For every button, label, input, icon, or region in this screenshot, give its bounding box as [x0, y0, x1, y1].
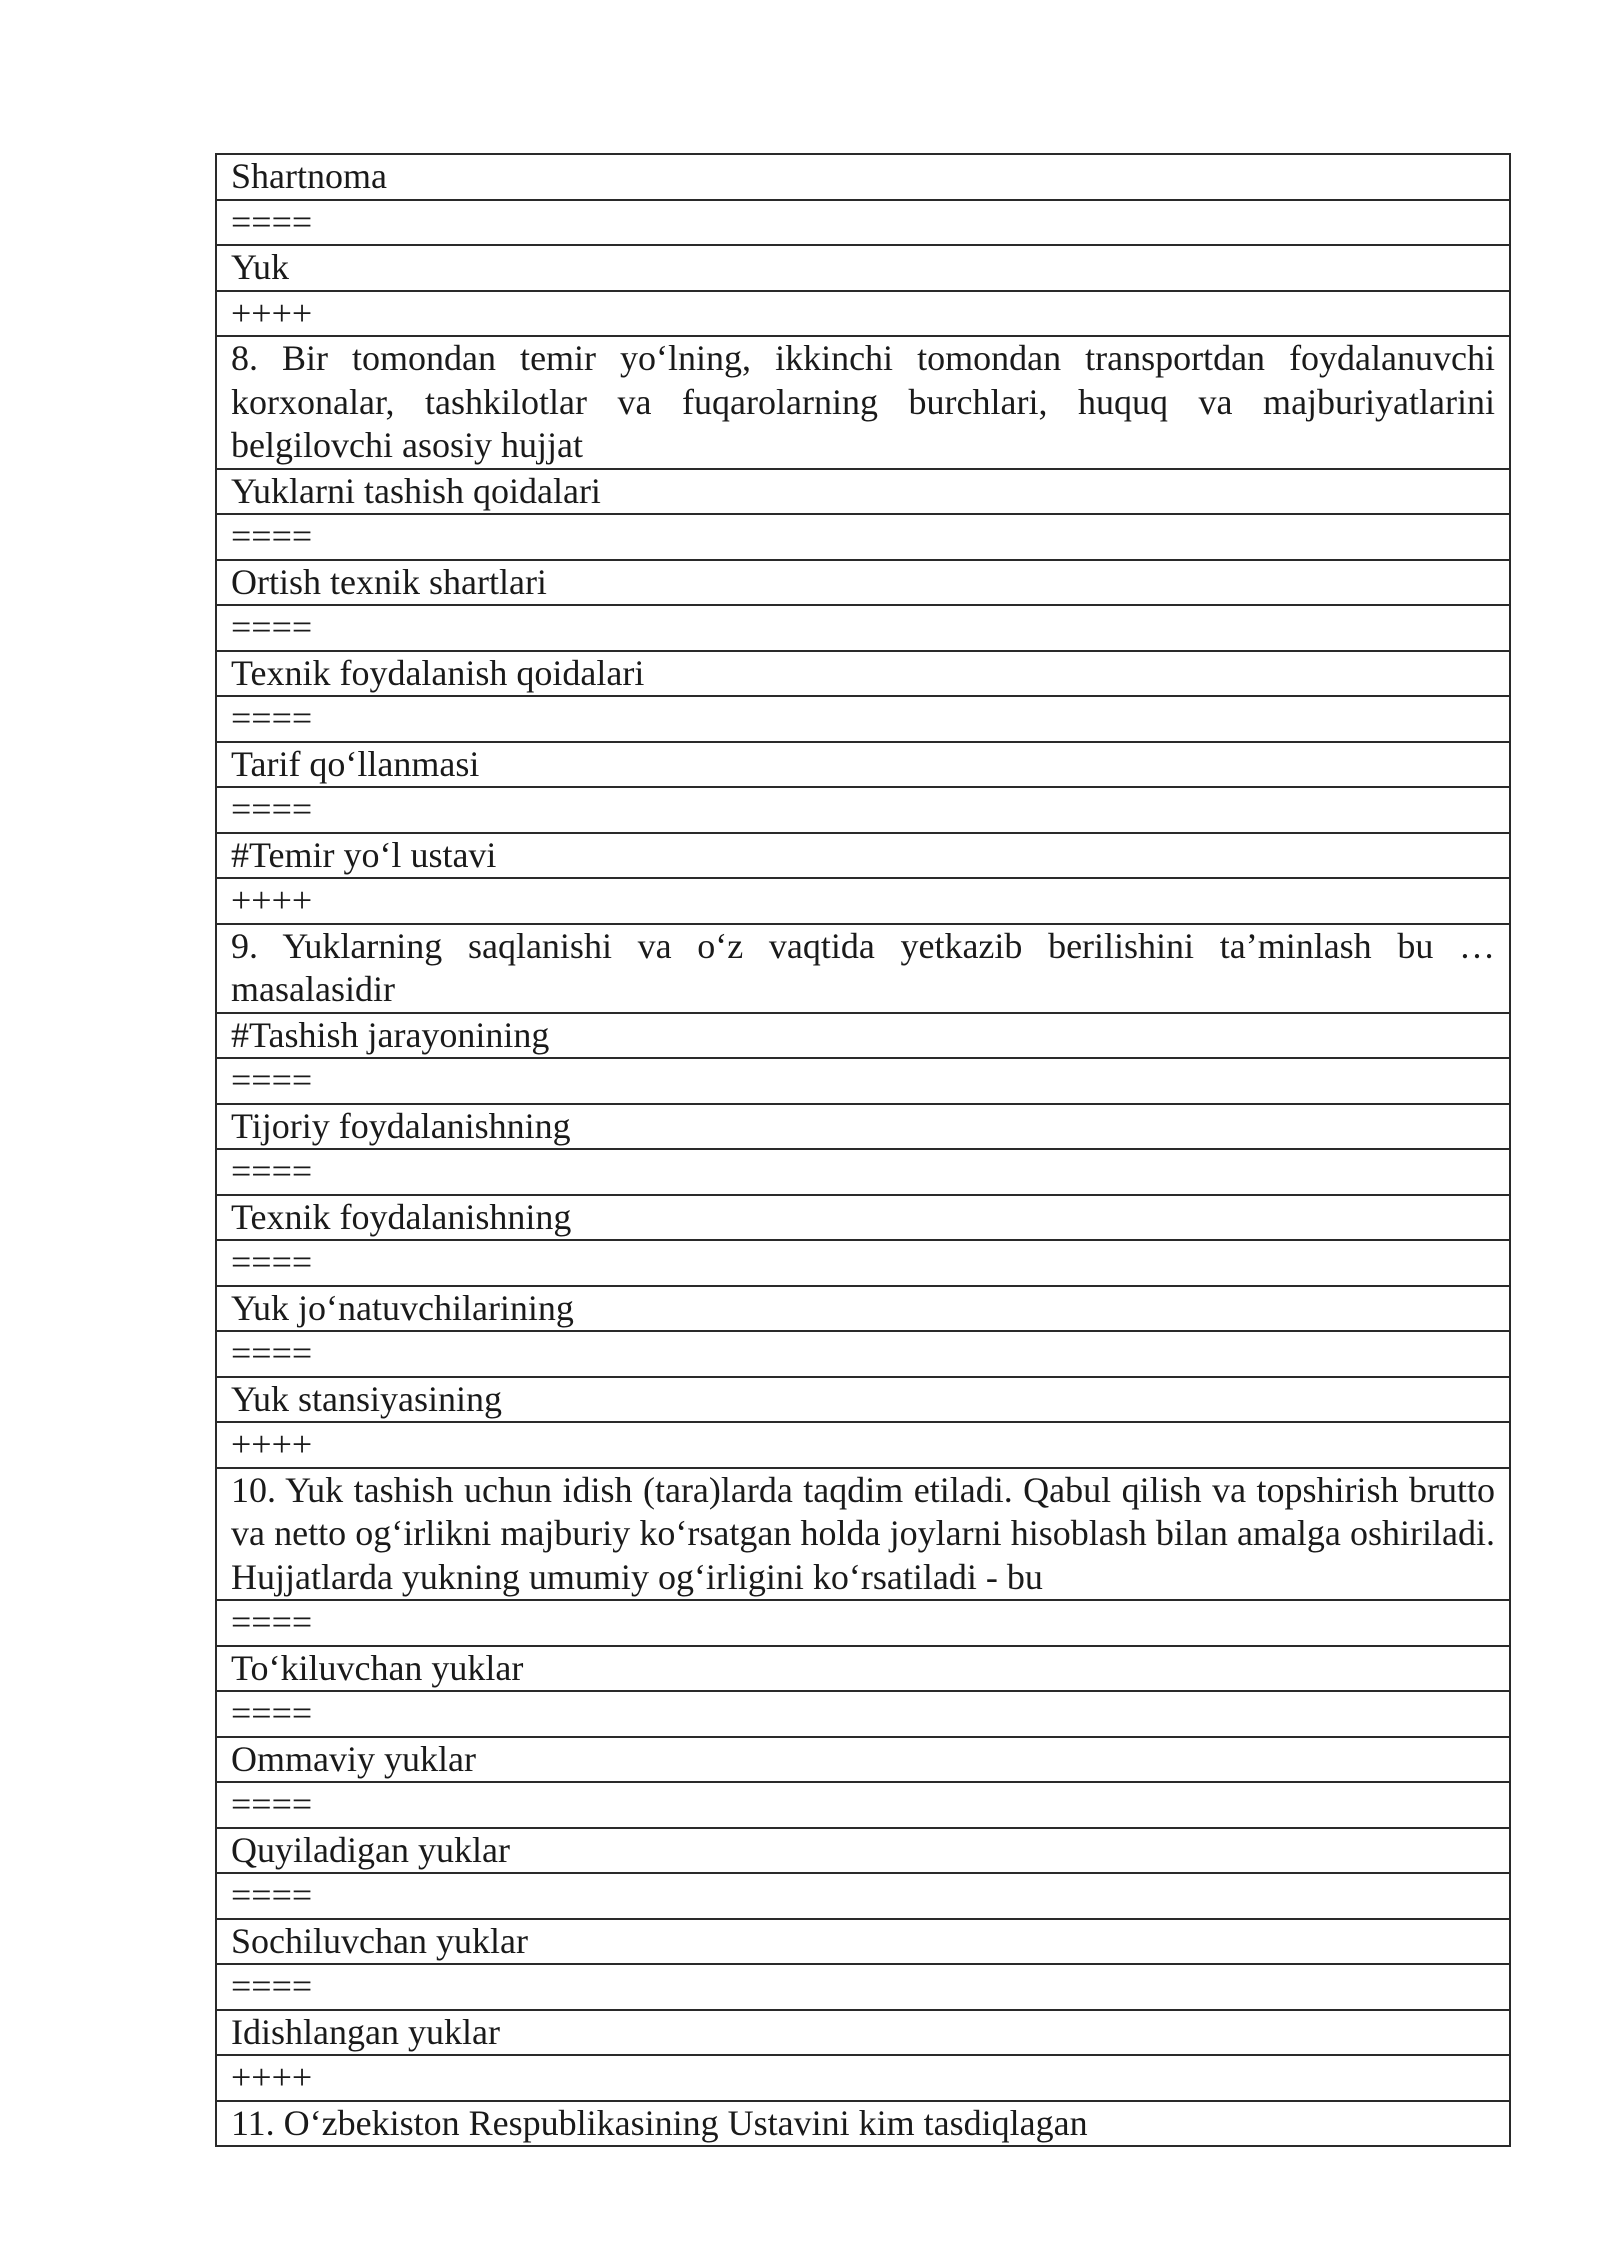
- answer-text: Yuklarni tashish qoidalari: [216, 469, 1510, 515]
- separator-row: [216, 2055, 1510, 2101]
- answer-text: #Temir yo‘l ustavi: [216, 833, 1510, 879]
- answer-row: [216, 833, 1510, 879]
- separator-row: [216, 1964, 1510, 2010]
- answer-text: Shartnoma: [216, 154, 1510, 200]
- answer-text: Yuk: [216, 245, 1510, 291]
- answer-text: Yuk jo‘natuvchilarining: [216, 1286, 1510, 1332]
- quiz-table-body: [216, 154, 1510, 2146]
- quiz-table: [215, 153, 1511, 2147]
- answer-row: [216, 1104, 1510, 1150]
- answer-text: To‘kiluvchan yuklar: [216, 1646, 1510, 1692]
- separator-row: [216, 1331, 1510, 1377]
- separator-row: [216, 1149, 1510, 1195]
- separator-row: [216, 605, 1510, 651]
- separator-text: ====: [216, 200, 1510, 246]
- question-text: 8. Bir tomondan temir yo‘lning, ikkinchi tomondan transportdan foydalanuvchi korxonalar, tashkilotlar va fuqarolarning burchlari, huquq va majburiyatlarini belgilovchi asosiy hujjat: [216, 336, 1510, 469]
- separator-row: [216, 1782, 1510, 1828]
- answer-text: #Tashish jarayonining: [216, 1013, 1510, 1059]
- answer-text: Ommaviy yuklar: [216, 1737, 1510, 1783]
- question-row: [216, 924, 1510, 1013]
- separator-text: ====: [216, 1058, 1510, 1104]
- separator-text: ====: [216, 605, 1510, 651]
- answer-text: Idishlangan yuklar: [216, 2010, 1510, 2056]
- separator-text: ====: [216, 1600, 1510, 1646]
- separator-text: ====: [216, 514, 1510, 560]
- separator-text: ====: [216, 696, 1510, 742]
- separator-text: ++++: [216, 291, 1510, 337]
- answer-text: Yuk stansiyasining: [216, 1377, 1510, 1423]
- separator-row: [216, 1691, 1510, 1737]
- question-text: 10. Yuk tashish uchun idish (tara)larda taqdim etiladi. Qabul qilish va topshirish brutto va netto og‘irlikni majburiy ko‘rsatgan holda joylarni hisoblash bilan amalga oshiriladi. Hujjatlarda yukning umumiy og‘irligini ko‘rsatiladi - bu: [216, 1468, 1510, 1601]
- answer-text: Quyiladigan yuklar: [216, 1828, 1510, 1874]
- separator-row: [216, 200, 1510, 246]
- separator-row: [216, 878, 1510, 924]
- separator-row: [216, 696, 1510, 742]
- separator-text: ====: [216, 1873, 1510, 1919]
- answer-text: Sochiluvchan yuklar: [216, 1919, 1510, 1965]
- question-row: [216, 2101, 1510, 2147]
- separator-text: ====: [216, 1149, 1510, 1195]
- separator-row: [216, 1600, 1510, 1646]
- answer-row: [216, 2010, 1510, 2056]
- separator-text: ++++: [216, 1422, 1510, 1468]
- answer-row: [216, 1828, 1510, 1874]
- separator-row: [216, 1240, 1510, 1286]
- separator-text: ====: [216, 1782, 1510, 1828]
- separator-text: ====: [216, 1691, 1510, 1737]
- answer-row: [216, 1919, 1510, 1965]
- separator-text: ====: [216, 1331, 1510, 1377]
- answer-text: Tarif qo‘llanmasi: [216, 742, 1510, 788]
- answer-text: Texnik foydalanish qoidalari: [216, 651, 1510, 697]
- answer-text: Texnik foydalanishning: [216, 1195, 1510, 1241]
- answer-row: [216, 742, 1510, 788]
- answer-row: [216, 245, 1510, 291]
- answer-row: [216, 1737, 1510, 1783]
- separator-row: [216, 1422, 1510, 1468]
- separator-row: [216, 291, 1510, 337]
- separator-text: ++++: [216, 2055, 1510, 2101]
- separator-text: ====: [216, 1964, 1510, 2010]
- answer-row: [216, 1286, 1510, 1332]
- answer-text: Tijoriy foydalanishning: [216, 1104, 1510, 1150]
- separator-text: ====: [216, 1240, 1510, 1286]
- question-row: [216, 336, 1510, 469]
- question-text: 9. Yuklarning saqlanishi va o‘z vaqtida yetkazib berilishini ta’minlash bu … masalasidir: [216, 924, 1510, 1013]
- separator-text: ====: [216, 787, 1510, 833]
- answer-row: [216, 651, 1510, 697]
- answer-row: [216, 1377, 1510, 1423]
- separator-row: [216, 787, 1510, 833]
- separator-row: [216, 1058, 1510, 1104]
- answer-row: [216, 1646, 1510, 1692]
- answer-row: [216, 560, 1510, 606]
- answer-row: [216, 1195, 1510, 1241]
- question-text: 11. O‘zbekiston Respublikasining Ustavini kim tasdiqlagan: [216, 2101, 1510, 2147]
- separator-row: [216, 1873, 1510, 1919]
- answer-row: [216, 469, 1510, 515]
- answer-row: [216, 154, 1510, 200]
- separator-text: ++++: [216, 878, 1510, 924]
- answer-text: Ortish texnik shartlari: [216, 560, 1510, 606]
- question-row: [216, 1468, 1510, 1601]
- answer-row: [216, 1013, 1510, 1059]
- separator-row: [216, 514, 1510, 560]
